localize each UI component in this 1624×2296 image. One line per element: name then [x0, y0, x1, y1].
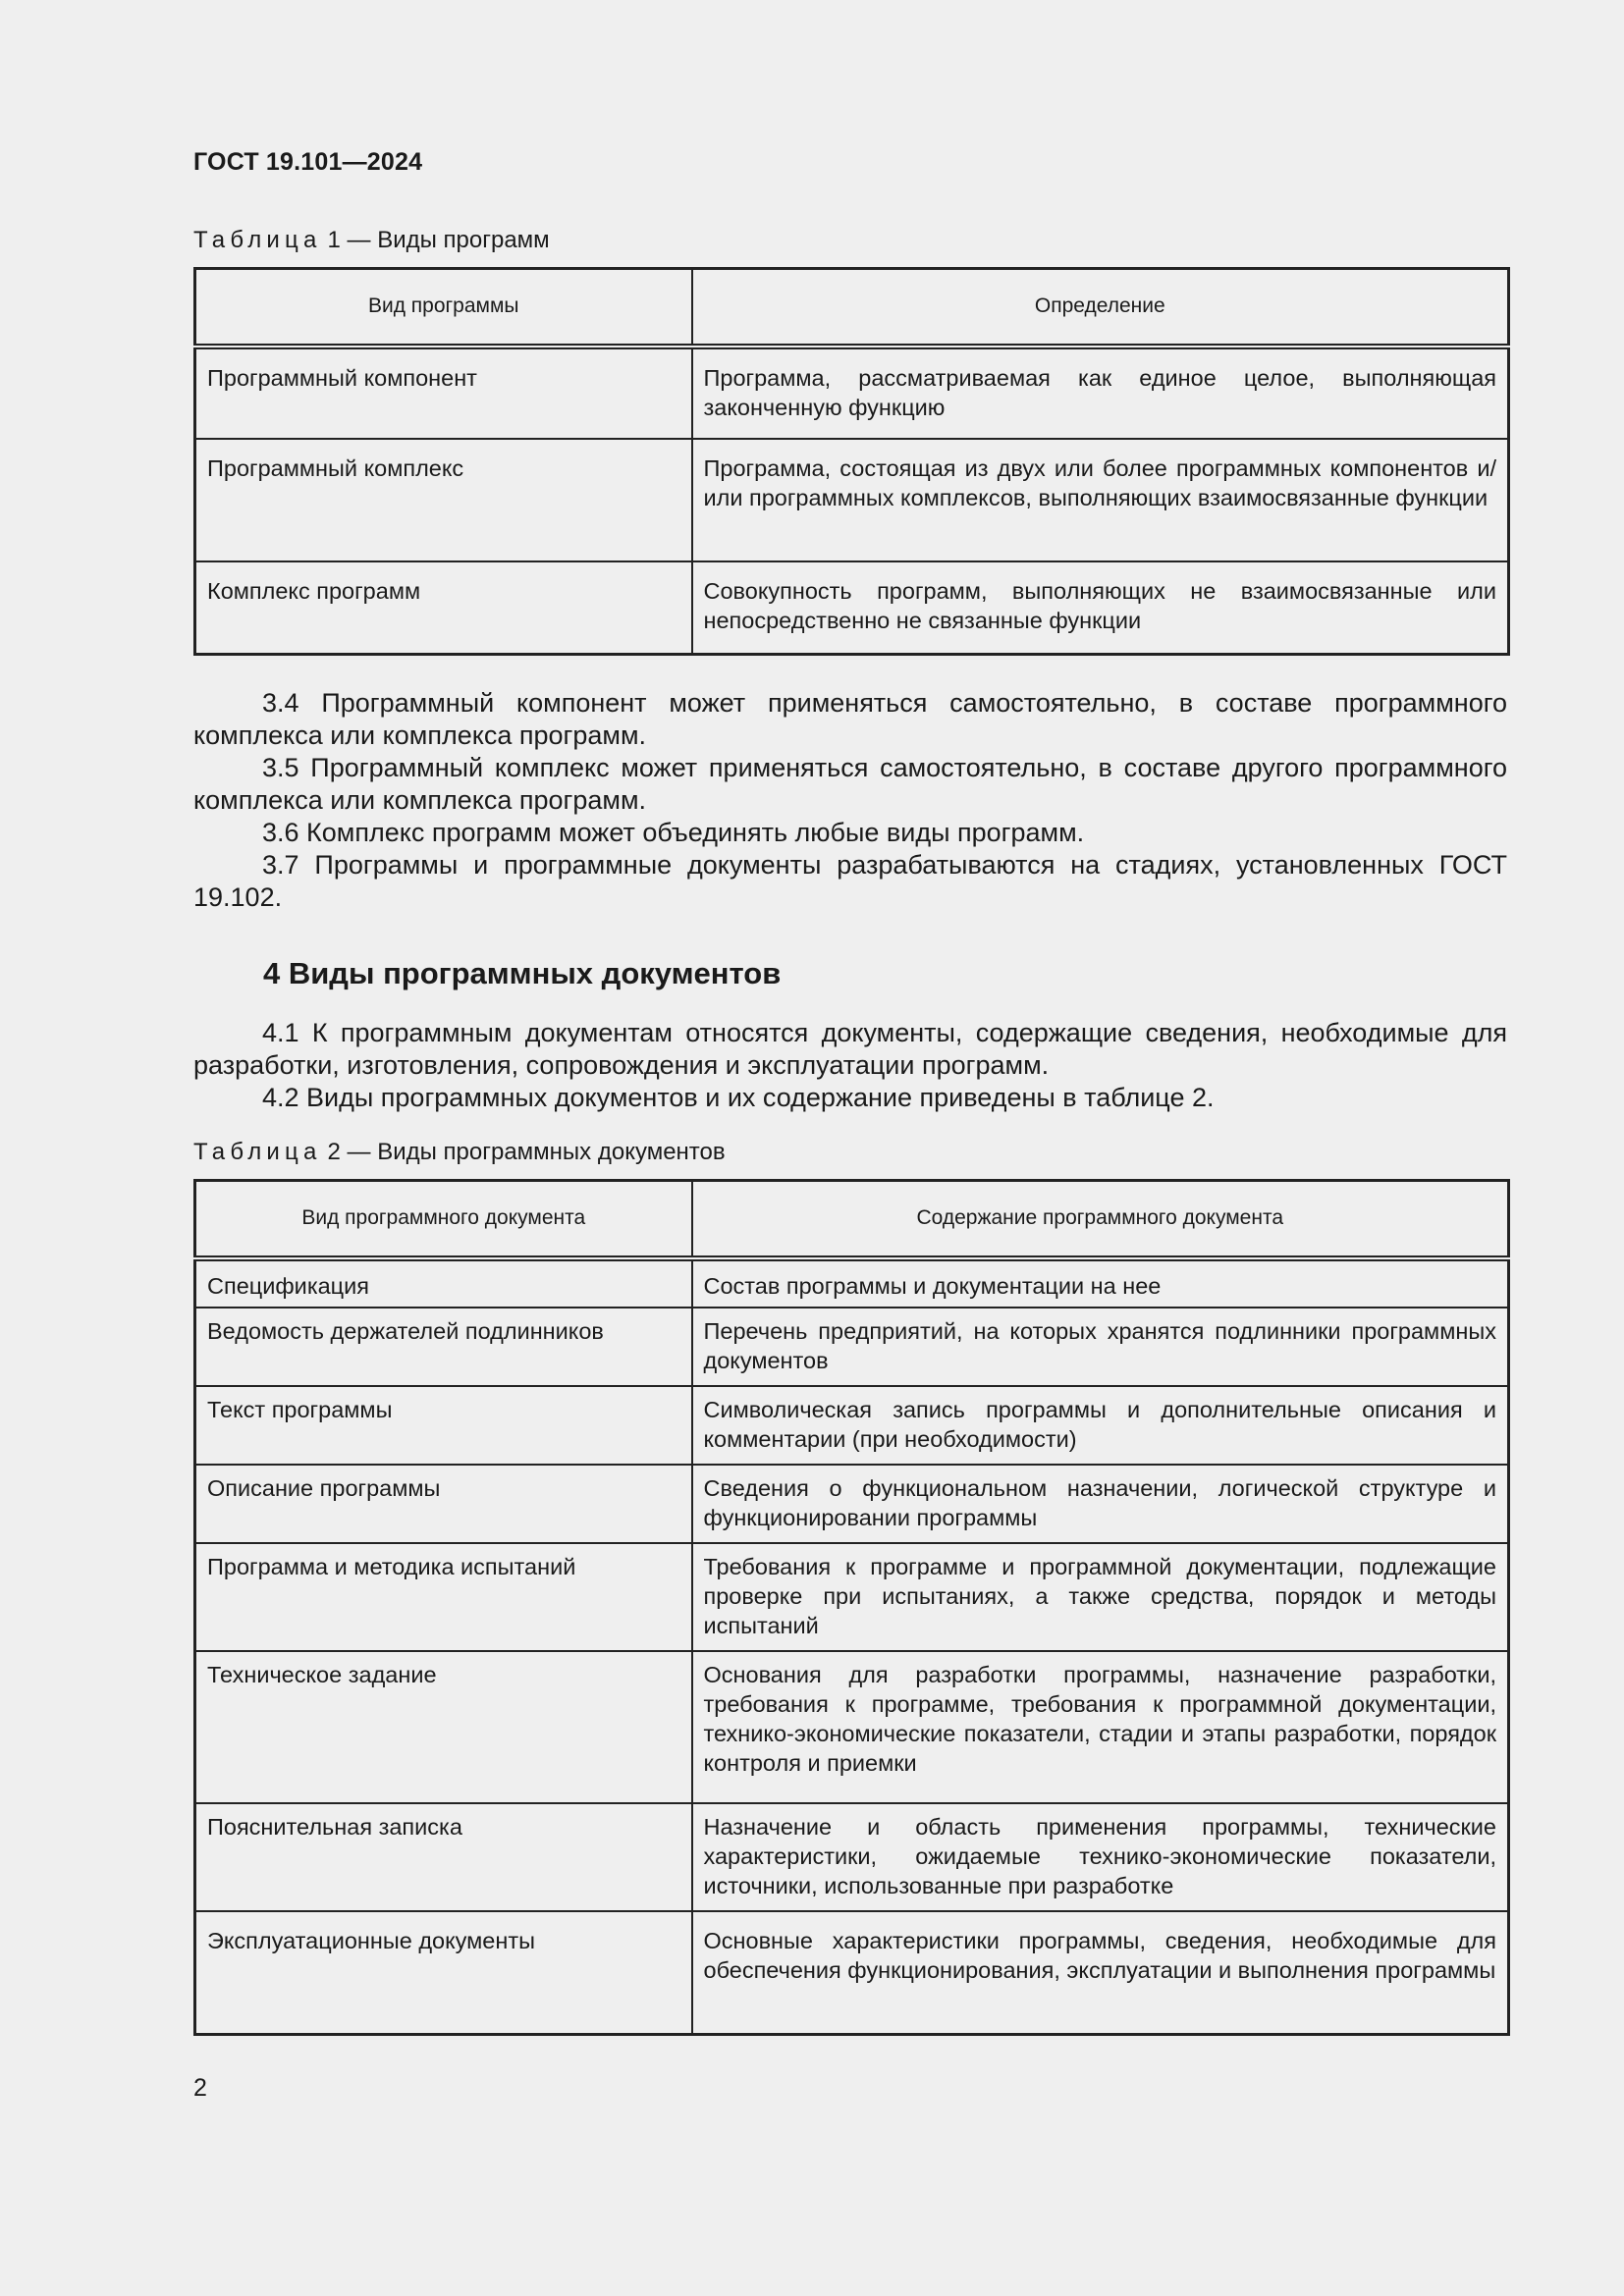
table-row: [195, 1651, 1509, 1803]
table-row: [195, 1386, 1509, 1465]
table-cell-content: Основные характеристики программы, сведения, необходимые для обеспечения функционирования, эксплуатации и выполнения программы: [692, 1911, 1509, 2035]
table-cell-content: Сведения о функциональном назначении, логической структуре и функционировании программы: [692, 1465, 1509, 1543]
table-row: [195, 1308, 1509, 1386]
table-cell-content: Символическая запись программы и дополнительные описания и комментарии (при необходимости): [692, 1386, 1509, 1465]
table2-caption-text: 2 — Виды программных документов: [327, 1139, 726, 1165]
table-cell-type: Описание программы: [195, 1465, 692, 1543]
clause-3-7-text: 3.7 Программы и программные документы разрабатываются на стадиях, установленных ГОСТ 19.102.: [193, 850, 1507, 912]
table-cell-content: Требования к программе и программной документации, подлежащие проверке при испытаниях, а также средства, порядок и методы испытаний: [692, 1543, 1509, 1651]
table-cell-type: Ведомость держателей подлинников: [195, 1308, 692, 1386]
clause-3-6: 3.6 Комплекс программ может объединять любые виды программ.: [262, 818, 1085, 847]
table-cell-type: Пояснительная записка: [195, 1803, 692, 1911]
table-cell-type: Текст программы: [195, 1386, 692, 1465]
page-number: 2: [193, 2074, 207, 2102]
clause-4-2: 4.2 Виды программных документов и их содержание приведены в таблице 2.: [262, 1083, 1215, 1112]
table-cell-content: Перечень предприятий, на которых хранятся подлинники программных документов: [692, 1308, 1509, 1386]
table-cell-type: Программа и методика испытаний: [195, 1543, 692, 1651]
table-cell-content: Состав программы и документации на нее: [692, 1258, 1509, 1308]
document-id-header: ГОСТ 19.101—2024: [193, 148, 423, 176]
table-cell-definition: Совокупность программ, выполняющих не взаимосвязанные или непосредственно не связанные функции: [692, 561, 1509, 655]
table-row: [195, 1803, 1509, 1911]
table1-caption-text: 1 — Виды программ: [327, 227, 550, 253]
table-cell-definition: Программа, состоящая из двух или более программных компонентов и/или программных комплексов, выполняющих взаимосвязанные функции: [692, 439, 1509, 561]
clause-3-4: 3.4 Программный компонент может применяться самостоятельно, в составе программного комплекса или комплекса программ.: [193, 688, 1507, 750]
table-program-documents: [193, 1179, 1510, 2036]
table1-header-type: Вид программы: [195, 269, 692, 347]
clauses-4: [193, 1017, 1507, 1114]
table2-caption-prefix: Таблица: [193, 1139, 322, 1165]
clauses-3: [193, 687, 1507, 914]
table-cell-type: Эксплуатационные документы: [195, 1911, 692, 2035]
section-4-title: 4 Виды программных документов: [263, 956, 782, 990]
clause-4-1: 4.1 К программным документам относятся документы, содержащие сведения, необходимые для разработки, изготовления, сопровождения и эксплуатации программ.: [193, 1018, 1507, 1080]
table-cell-type: Техническое задание: [195, 1651, 692, 1803]
table1-caption: [193, 227, 550, 254]
table2-header-type: Вид программного документа: [195, 1181, 692, 1258]
table2-header-content: Содержание программного документа: [692, 1181, 1509, 1258]
table-cell-definition: Программа, рассматриваемая как единое целое, выполняющая законченную функцию: [692, 347, 1509, 439]
table-row: [195, 561, 1509, 655]
table-cell-type: Комплекс программ: [195, 561, 692, 655]
table-row: [195, 1258, 1509, 1308]
table-cell-content: Основания для разработки программы, назначение разработки, требования к программе, требования к программной документации, технико-экономические показатели, стадии и этапы разработки, порядок контроля и приемки: [692, 1651, 1509, 1803]
table2-caption: [193, 1139, 726, 1166]
table-cell-type: Программный комплекс: [195, 439, 692, 561]
table-cell-type: Спецификация: [195, 1258, 692, 1308]
table1-caption-prefix: Таблица: [193, 227, 322, 253]
clause-3-7: [193, 849, 1507, 914]
table-row: [195, 1543, 1509, 1651]
clause-3-5: 3.5 Программный комплекс может применяться самостоятельно, в составе другого программного комплекса или комплекса программ.: [193, 753, 1507, 815]
table-row: [195, 1911, 1509, 2035]
table-row: [195, 439, 1509, 561]
table1-header-definition: Определение: [692, 269, 1509, 347]
table-cell-content: Назначение и область применения программы, технические характеристики, ожидаемые технико-экономические показатели, источники, использованные при разработке: [692, 1803, 1509, 1911]
table-row: [195, 1465, 1509, 1543]
table-cell-type: Программный компонент: [195, 347, 692, 439]
table-program-types: [193, 267, 1510, 656]
table-row: [195, 347, 1509, 439]
